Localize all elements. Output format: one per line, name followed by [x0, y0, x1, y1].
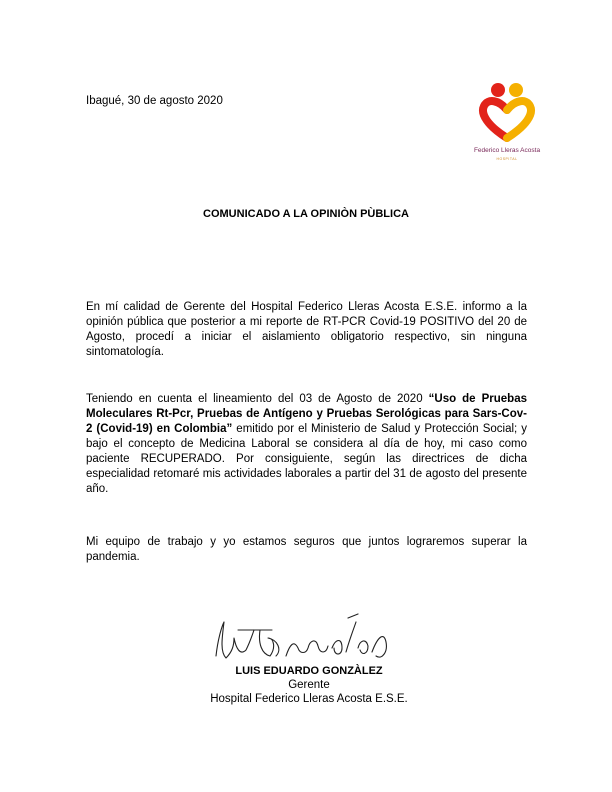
- paragraph-3: Mi equipo de trabajo y yo estamos seguros que juntos lograremos superar la pandemia.: [86, 536, 527, 563]
- signatory-role: Gerente: [288, 679, 330, 691]
- signatory-organization: Hospital Federico Lleras Acosta E.S.E.: [210, 693, 408, 705]
- signature-block: [180, 664, 438, 706]
- paragraph-2-guideline-title: “Uso de Pruebas Moleculares Rt-Pcr, Pruebas de Antígeno y Pruebas Serológicas para Sars-Cov-2 (Covid-19) en Colombia”: [86, 393, 527, 435]
- logo-subtitle: HOSPITAL: [496, 157, 518, 161]
- handwritten-signature: [208, 608, 408, 670]
- letter-date: Ibagué, 30 de agosto 2020: [86, 95, 223, 107]
- logo-name: Federico Lleras Acosta: [473, 147, 541, 154]
- paragraph-2: [86, 392, 527, 497]
- hospital-logo: [466, 78, 548, 178]
- paragraph-2-body: emitido por el Ministerio de Salud y Protección Social; y bajo el concepto de Medicina Laboral se considera al día de hoy, mi caso como paciente RECUPERADO. Por consiguiente, según las directrices de dicha especialidad retomaré mis actividades laborales a partir del 31 de agosto del presente año.: [86, 423, 527, 495]
- paragraph-1: En mí calidad de Gerente del Hospital Federico Lleras Acosta E.S.E. informo a la opinión pública que posterior a mi reporte de RT-PCR Covid-19 POSITIVO del 20 de Agosto, procedí a iniciar el aislamiento obligatorio respectivo, sin ninguna sintomatología.: [86, 301, 527, 358]
- signatory-name: LUIS EDUARDO GONZÀLEZ: [235, 665, 383, 677]
- document-title: COMUNICADO A LA OPINIÒN PÙBLICA: [203, 208, 409, 220]
- paragraph-2-intro: Teniendo en cuenta el lineamiento del 03 de Agosto de 2020: [86, 393, 429, 405]
- hospital-logo-icon: [466, 78, 548, 148]
